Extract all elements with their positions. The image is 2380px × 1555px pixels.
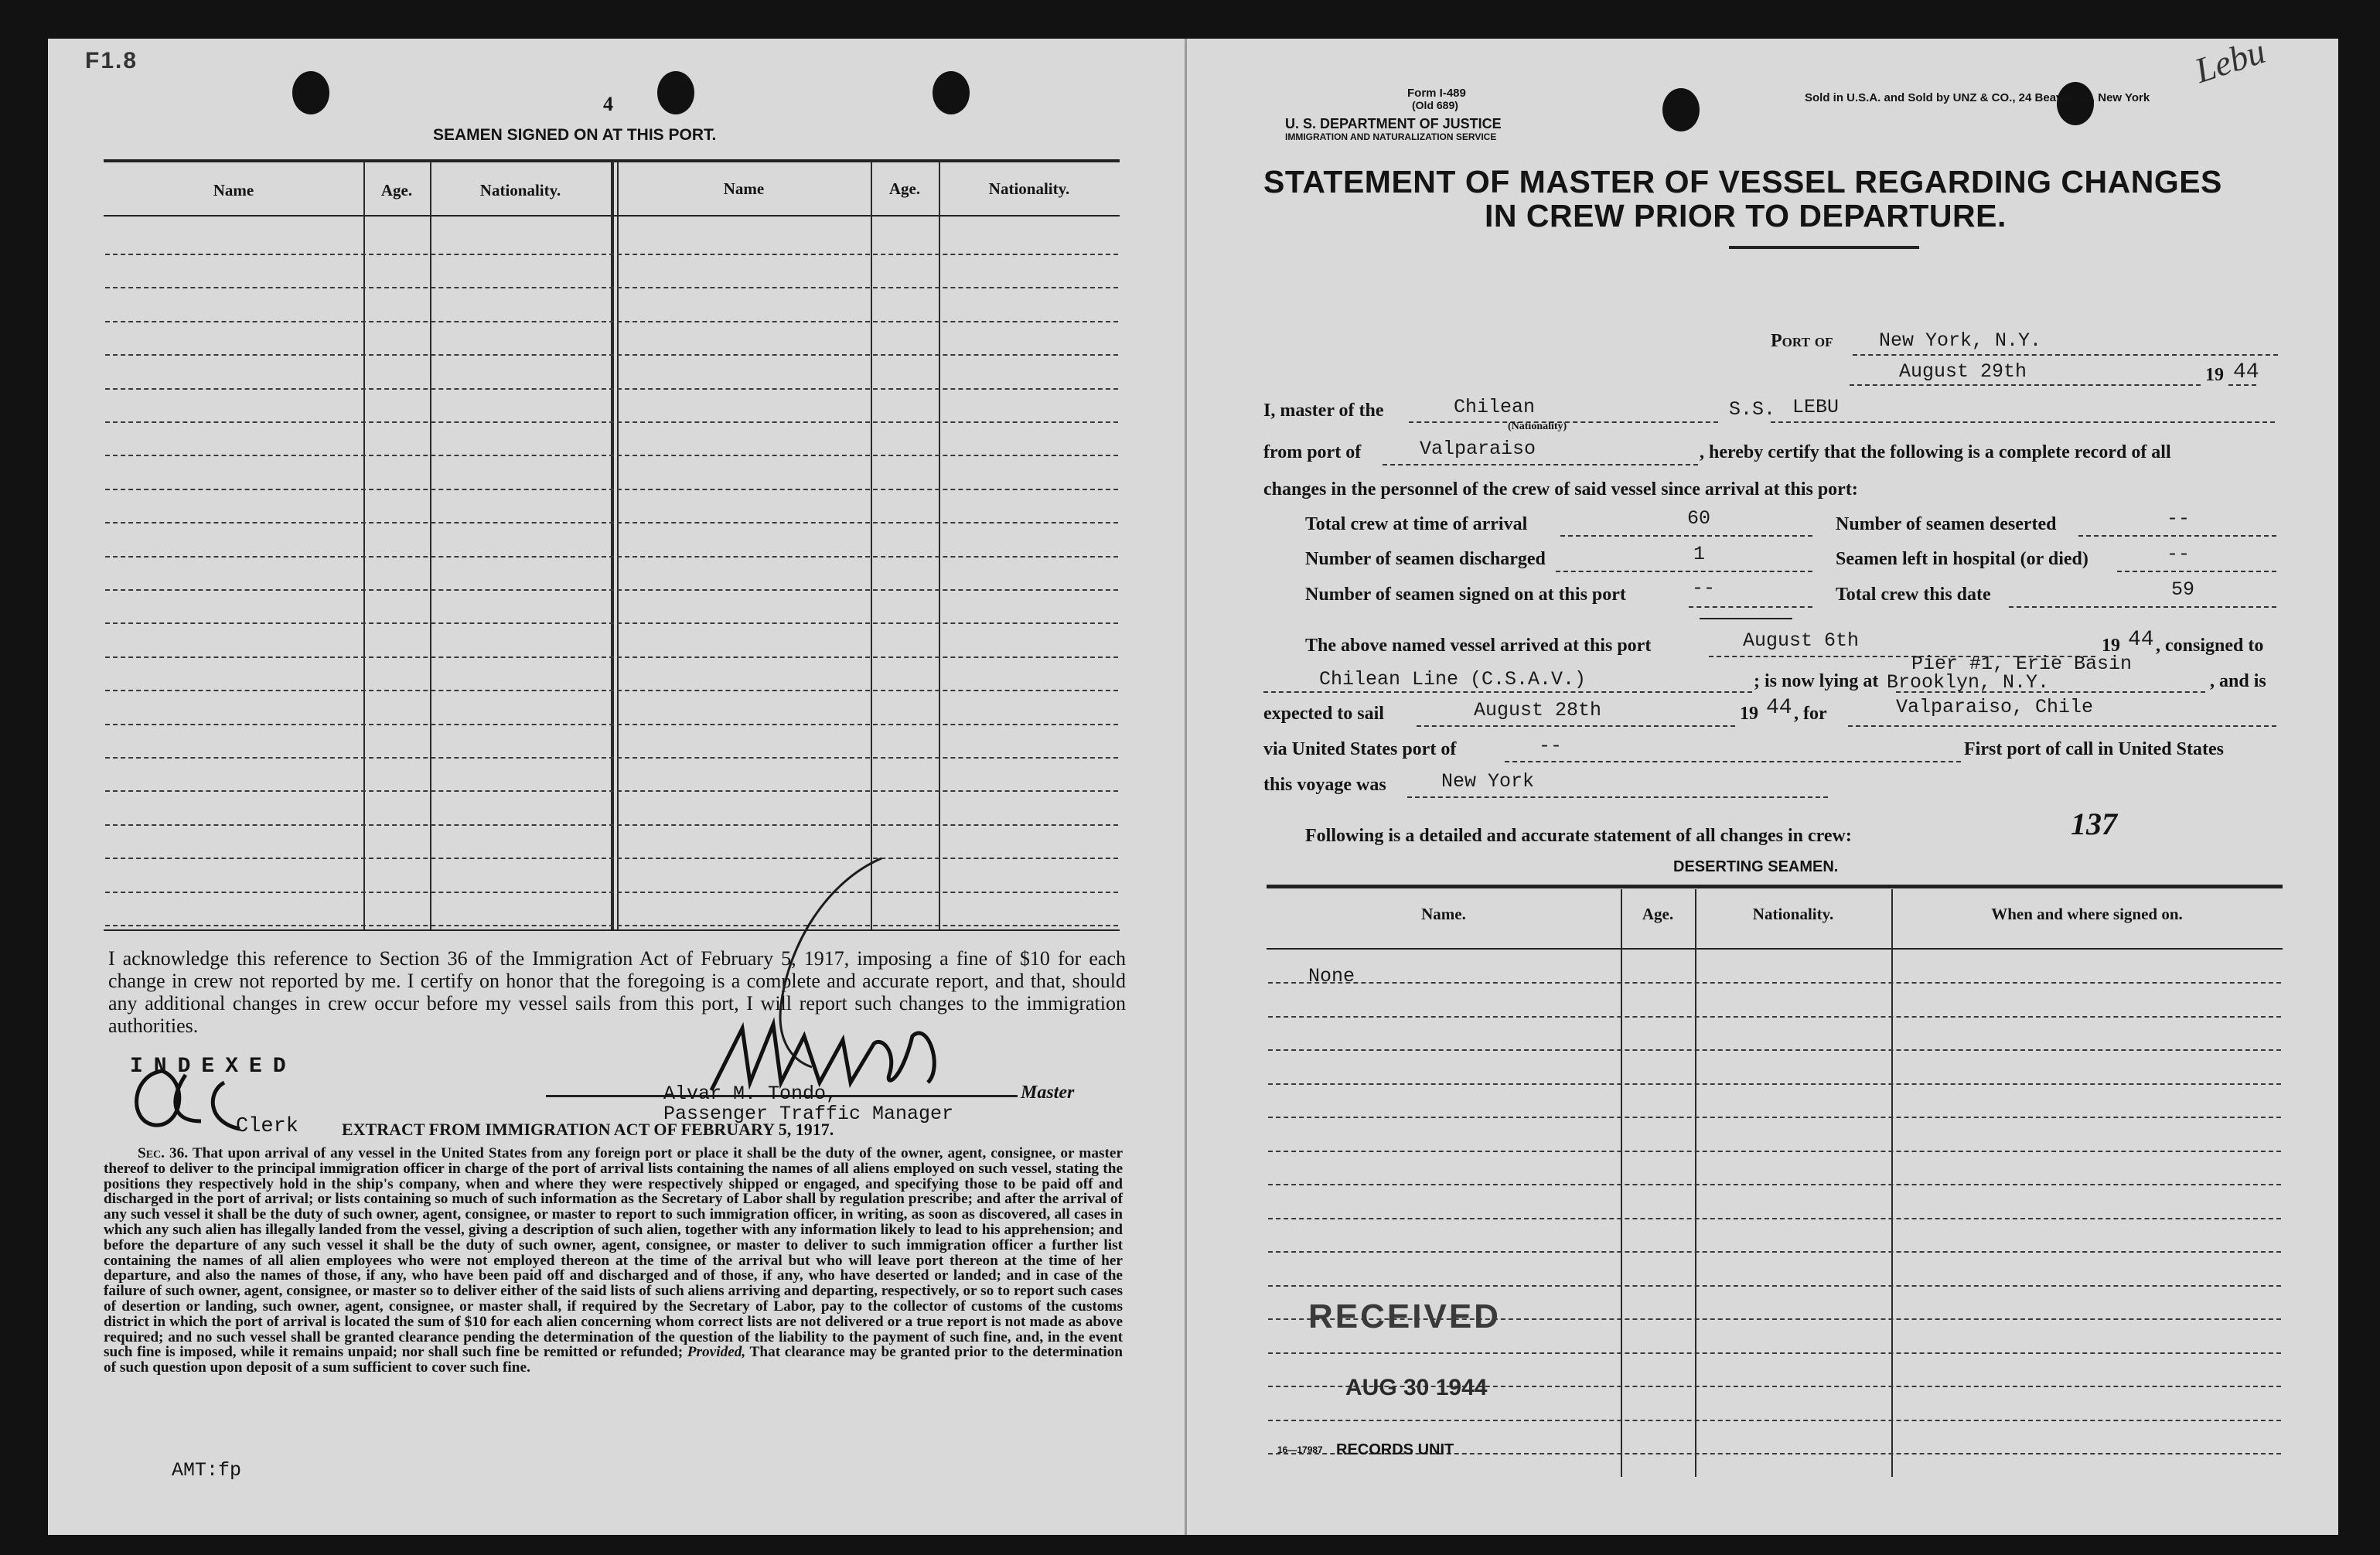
date-line (1850, 384, 2201, 386)
table-row (1268, 1420, 2281, 1421)
arrived-year-prefix: 19 (2102, 636, 2120, 656)
extract-end: That clearance may be granted prior to the determination of such question upon deposit of a sum sufficient to cover such fine. (104, 1344, 1123, 1376)
table-row (105, 690, 1118, 691)
deserted-value: -- (2167, 507, 2191, 530)
corner-marks: F1.8 (85, 48, 138, 73)
table-row (1268, 1083, 2281, 1085)
total-crew-arrival-label: Total crew at time of arrival (1305, 514, 1528, 534)
port-value: New York, N.Y. (1879, 329, 2042, 352)
table-row (105, 489, 1118, 490)
year-value: 44 (2233, 360, 2259, 384)
service-name: IMMIGRATION AND NATURALIZATION SERVICE (1285, 131, 1497, 142)
from-port-label: from port of (1263, 442, 1362, 462)
vessel-line (1771, 421, 2275, 423)
and-is-label: , and is (2210, 671, 2266, 691)
lying-value-1: Pier #1, Erie Basin (1911, 653, 2133, 675)
table-col-divider (363, 161, 365, 929)
deserted-line (2078, 535, 2276, 537)
total-crew-date-label: Total crew this date (1836, 585, 1991, 605)
arrived-label: The above named vessel arrived at this port (1305, 636, 1652, 656)
deserted-label: Number of seamen deserted (1836, 514, 2057, 534)
extract-text: That upon arrival of any vessel in the United States from any foreign port or place it shall be the duty of the owner, agent, consignee, or master thereof to deliver to the principal immigration officer in charge of the port of arrival lists containing the names of all aliens employed on such vessel, stating the positions they respectively hold in the ship's company, when and where they were respectively shipped or engaged, and specifying those to be paid off and discharged in the port of arrival; or lists containing so much of such information as the Secretary of Labor shall by regulation prescribe; and after the arrival of any such vessel it shall be the duty of such owner, agent, consignee, or master to report to such immigration officer, in writing, as soon as discovered, all cases in which any such alien has illegally landed from the vessel, giving a description of such alien, together with any information likely to lead to his apprehension; and before the departure of any such vessel it shall be the duty of such owner, agent, consignee, or master to deliver to such immigration officer a further list containing the names of all alien employees who were not employed thereon at the time of the arrival but who will leave port thereon at the time of her departure, and also the names of those, if any, who have been paid off and discharged and of those, if any, who have deserted or landed; and in case of the failure of such owner, agent, consignee, or master so to deliver either of the said lists of such aliens arriving and departing, respectively, or so to report such cases of desertion or landing, such owner, agent, consignee, or master shall, if required by the Secretary of Labor, pay to the collector of customs of the customs district in which the port of arrival is located the sum of $10 for each alien concerning whom correct lists are not delivered or a true report is not made as above required; and no such vessel shall be granted clearance pending the determination of the question of the liability to the payment of such fine, and, in the event such fine is imposed, while it remains unpaid; nor shall such fine be remitted or refunded; (104, 1145, 1123, 1361)
acknowledgement-text: I acknowledge this reference to Section 36 of the Immigration Act of February 5, 1917, imposing a fine of $10 for each change in crew not reported by me. I certify on honor that the foregoing is a complete and accurate report, and that, should any additional changes in crew occur before my vessel sails from this port, I will report such changes to the immigration authorities. (108, 947, 1126, 1037)
from-port-line (1383, 464, 1698, 465)
signed-on-label: Number of seamen signed on at this port (1305, 585, 1626, 605)
following-text: Following is a detailed and accurate statement of all changes in crew: (1305, 826, 1852, 846)
extract-provided: Provided, (687, 1344, 746, 1361)
table-row (105, 724, 1118, 725)
clerk-initials (116, 1059, 247, 1137)
master-of-label: I, master of the (1263, 401, 1384, 421)
col-header-nationality: Nationality. (1752, 905, 1834, 923)
table-row (105, 589, 1118, 591)
table-col-divider (871, 161, 872, 929)
discharged-value: 1 (1693, 543, 1706, 565)
clerk-label: Clerk (236, 1115, 299, 1138)
table-row (105, 757, 1118, 759)
via-line (1505, 761, 1961, 762)
table-row (105, 388, 1118, 390)
table-row (105, 556, 1118, 558)
from-port-value: Valparaiso (1420, 438, 1536, 460)
counts-divider (1700, 618, 1792, 619)
table-row (1268, 1049, 2281, 1051)
table-row (1268, 1251, 2281, 1253)
table-row (1268, 1184, 2281, 1185)
title-underline (1729, 246, 1919, 249)
for-line (1848, 725, 2276, 727)
for-label: , for (1794, 704, 1827, 724)
table-row (1268, 1352, 2281, 1354)
total-crew-date-value: 59 (2171, 578, 2195, 601)
table-row (105, 622, 1118, 624)
extract-title: EXTRACT FROM IMMIGRATION ACT OF FEBRUARY 5, 1917. (342, 1120, 834, 1139)
table-row (1268, 1218, 2281, 1219)
table-row (105, 824, 1118, 826)
arrived-value: August 6th (1743, 629, 1860, 652)
table-row (105, 254, 1118, 255)
col-header-name: Name (723, 179, 765, 198)
hospital-line (2117, 571, 2276, 572)
changes-text: changes in the personnel of the crew of said vessel since arrival at this port: (1263, 479, 1858, 500)
col-header-nationality: Nationality. (988, 179, 1070, 198)
hospital-label: Seamen left in hospital (or died) (1836, 549, 2088, 569)
extract-body (104, 1146, 1123, 1376)
punch-hole-2 (657, 71, 694, 114)
form-old-number: (Old 689) (1412, 99, 1458, 111)
via-label: via United States port of (1263, 739, 1457, 759)
total-crew-date-line (2009, 606, 2276, 608)
table-col-divider (1621, 889, 1622, 1477)
master-signature (696, 851, 1036, 1106)
sail-value: August 28th (1474, 699, 1602, 721)
table-row (105, 354, 1118, 356)
signatory-title: Passenger Traffic Manager (663, 1103, 954, 1125)
table-col-divider (939, 161, 940, 929)
footer-code: 16—17987 (1277, 1444, 1323, 1455)
first-entry: None (1308, 965, 1355, 987)
via-value: -- (1539, 735, 1563, 757)
signed-on-value: -- (1692, 577, 1716, 599)
received-stamp: RECEIVED (1308, 1298, 1501, 1335)
section-title: SEAMEN SIGNED ON AT THIS PORT. (433, 126, 717, 144)
consigned-label: , consigned to (2156, 636, 2264, 656)
col-header-age: Age. (888, 179, 921, 198)
department-name: U. S. DEPARTMENT OF JUSTICE (1285, 116, 1502, 131)
table-center-divider (611, 161, 614, 929)
certify-text: , hereby certify that the following is a complete record of all (1700, 442, 2171, 462)
table-header-rule (1267, 948, 2283, 950)
table-row (105, 321, 1118, 322)
hospital-value: -- (2167, 543, 2191, 565)
sail-label: expected to sail (1263, 704, 1384, 724)
page-number: 4 (603, 93, 613, 115)
table-row (105, 455, 1118, 456)
typist-initials: AMT:fp (172, 1459, 242, 1482)
nationality-caption: (Nationality) (1508, 421, 1567, 432)
year-prefix: 19 (2205, 365, 2224, 385)
punch-hole-1 (292, 71, 329, 114)
year-line (2228, 384, 2256, 386)
for-value: Valparaiso, Chile (1896, 696, 2094, 718)
form-title-line-1: STATEMENT OF MASTER OF VESSEL REGARDING CHANGES (1263, 164, 2222, 199)
table-row (1268, 982, 2281, 984)
sail-line (1417, 725, 1735, 727)
indexed-stamp: INDEXED (130, 1055, 297, 1079)
table-row (105, 522, 1118, 523)
voyage-label: this voyage was (1263, 775, 1386, 795)
table-row (105, 421, 1118, 423)
date-value: August 29th (1899, 360, 2027, 383)
lying-line (1896, 691, 2205, 693)
consignee-line (1263, 691, 1752, 693)
signed-on-line (1689, 606, 1812, 608)
col-header-when-where: When and where signed on. (1991, 905, 2183, 923)
discharged-label: Number of seamen discharged (1305, 549, 1546, 569)
nationality-value: Chilean (1454, 396, 1536, 418)
port-line (1853, 354, 2278, 356)
deserting-title: DESERTING SEAMEN. (1673, 858, 1839, 875)
master-label: Master (1021, 1083, 1075, 1103)
table-top-rule (1267, 885, 2283, 888)
col-header-name: Name (213, 181, 254, 199)
section-label: Sec. 36. (138, 1145, 189, 1161)
form-title-line-2: IN CREW PRIOR TO DEPARTURE. (1485, 198, 2007, 234)
table-col-divider (617, 161, 619, 929)
table-row (105, 790, 1118, 792)
number-stamp: 137 (2071, 806, 2117, 841)
col-header-nationality: Nationality. (479, 181, 561, 199)
col-header-name: Name. (1421, 905, 1466, 923)
sail-year-prefix: 19 (1740, 704, 1758, 724)
corner-handwriting: Lebu (2190, 31, 2270, 90)
table-row (1268, 1016, 2281, 1018)
table-row (1268, 1285, 2281, 1287)
signatory-name: Alvar M. Tondo, (663, 1083, 838, 1105)
records-unit: RECORDS UNIT (1336, 1441, 1454, 1458)
table-row (105, 287, 1118, 288)
form-number: Form I-489 (1407, 87, 1466, 100)
col-header-age: Age. (1642, 905, 1674, 923)
first-port-label: First port of call in United States (1964, 739, 2224, 759)
punch-hole-3 (933, 71, 970, 114)
printer-note: Sold in U.S.A. and Sold by UNZ & CO., 24 Beaver St., New York (1805, 91, 2150, 104)
consignee-value: Chilean Line (C.S.A.V.) (1319, 668, 1587, 691)
table-col-divider (1695, 889, 1696, 1477)
punch-hole-4 (1662, 88, 1700, 131)
page-fold (1185, 39, 1187, 1535)
table-col-divider (1891, 889, 1893, 1477)
table-row (105, 656, 1118, 658)
vessel-name: LEBU (1792, 396, 1840, 418)
table-row (1268, 1151, 2281, 1152)
voyage-value: New York (1441, 770, 1535, 793)
lying-label: ; is now lying at (1754, 671, 1879, 691)
table-col-divider (430, 161, 431, 929)
received-date: AUG 30 1944 (1345, 1375, 1488, 1400)
total-crew-arrival-value: 60 (1687, 507, 1711, 530)
discharged-line (1556, 571, 1812, 572)
sail-year: 44 (1766, 696, 1792, 720)
col-header-age: Age. (380, 181, 413, 199)
total-crew-arrival-line (1560, 535, 1812, 537)
vessel-type: S.S. (1729, 398, 1776, 421)
arrived-year: 44 (2128, 628, 2154, 652)
voyage-line (1407, 796, 1828, 798)
lying-value-2: Brooklyn, N.Y. (1887, 671, 2050, 694)
port-label: Port of (1771, 331, 1833, 351)
table-row (1268, 1117, 2281, 1118)
